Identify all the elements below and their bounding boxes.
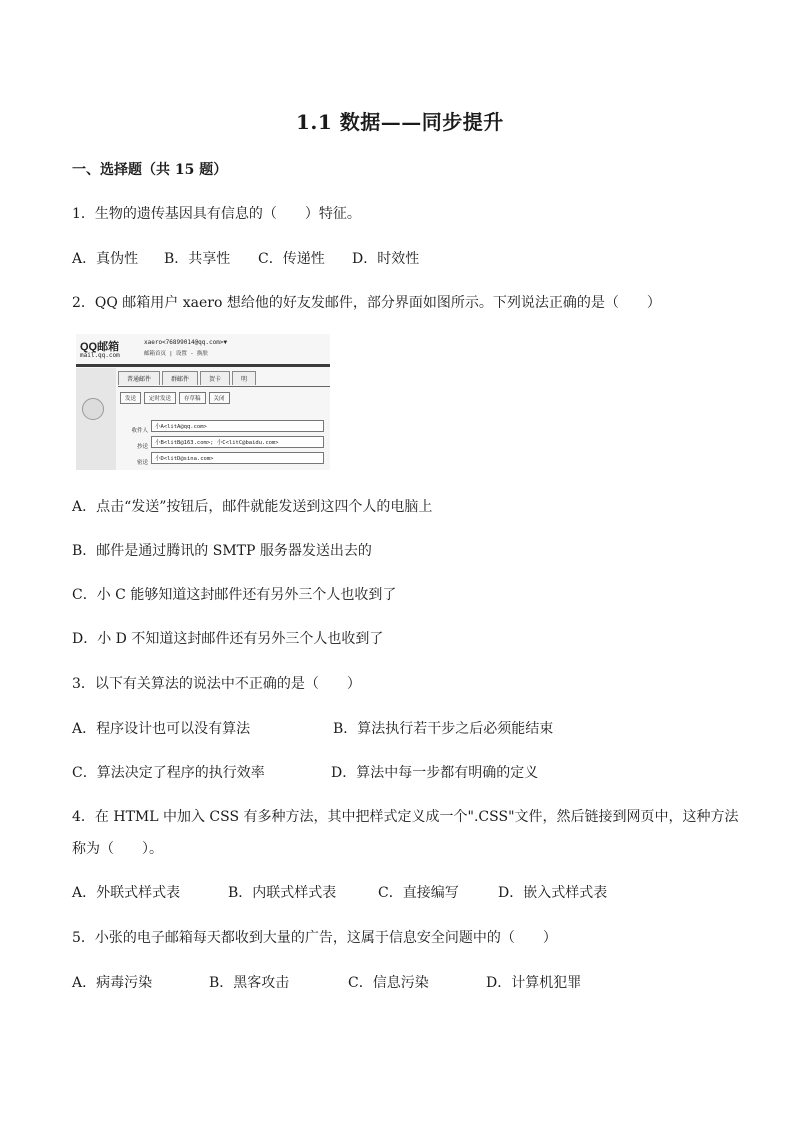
question-2-option-a: A．点击“发送”按钮后，邮件就能发送到这四个人的电脑上 — [72, 499, 433, 515]
bcc-row — [118, 452, 324, 466]
close-button: 关闭 — [209, 392, 230, 404]
question-5-option-d: D．计算机犯罪 — [486, 975, 582, 991]
tab-divider — [118, 386, 330, 387]
top-bar — [76, 364, 330, 367]
page-title: 1.1 数据——同步提升 — [296, 110, 504, 134]
question-4-option-c: C．直接编写 — [378, 885, 459, 901]
question-3-stem: 3．以下有关算法的说法中不正确的是（ ） — [72, 676, 361, 692]
question-2-option-d: D．小 D 不知道这封邮件还有另外三个人也收到了 — [72, 631, 384, 647]
question-1-option-d: D．时效性 — [352, 251, 420, 267]
schedule-send-button: 定时发送 — [144, 392, 176, 404]
decorative-graphic — [82, 398, 104, 420]
account-links: 邮箱首页 | 设置 - 换肤 — [144, 351, 208, 357]
cc-row — [118, 436, 324, 450]
send-button: 发送 — [120, 392, 141, 404]
question-3-option-c: C．算法决定了程序的执行效率 — [72, 765, 265, 781]
question-2-stem: 2．QQ 邮箱用户 xaero 想给他的好友发邮件，部分界面如图所示。下列说法正确的是（ ） — [72, 295, 661, 311]
recipient-field: 小A<litA@qq.com> — [151, 420, 324, 432]
question-1-option-a: A．真伪性 — [72, 251, 139, 267]
question-5-stem: 5．小张的电子邮箱每天都收到大量的广告，这属于信息安全问题中的（ ） — [72, 930, 557, 946]
tab-card: 贺卡 — [200, 371, 230, 385]
account-label: xaero<76899014@qq.com>▼ — [144, 339, 228, 346]
qq-mail-domain: mail.qq.com — [80, 352, 120, 359]
tab-group-mail: 群邮件 — [162, 371, 198, 385]
question-4-option-d: D．嵌入式样式表 — [498, 885, 608, 901]
question-1-option-c: C．传递性 — [258, 251, 325, 267]
question-5-option-b: B．黑客攻击 — [209, 975, 290, 991]
question-2-option-b: B．邮件是通过腾讯的 SMTP 服务器发送出去的 — [72, 543, 372, 559]
question-3-option-d: D．算法中每一步都有明确的定义 — [331, 765, 539, 781]
save-draft-button: 存草稿 — [179, 392, 206, 404]
question-5-option-a: A．病毒污染 — [72, 975, 153, 991]
question-4-stem-line-2: 称为（ ）。 — [72, 841, 163, 857]
recipient-row — [118, 420, 324, 434]
section-heading: 一、选择题（共 15 题） — [72, 162, 228, 178]
question-3-option-b: B．算法执行若干步之后必须能结束 — [333, 721, 554, 737]
question-3-option-a: A．程序设计也可以没有算法 — [72, 721, 251, 737]
cc-label: 抄送 — [136, 444, 148, 450]
recipient-label: 收件人 — [131, 428, 148, 434]
question-4-option-b: B．内联式样式表 — [228, 885, 337, 901]
question-5-option-c: C．信息污染 — [348, 975, 429, 991]
question-4-option-a: A．外联式样式表 — [72, 885, 181, 901]
question-4-stem-line-1: 4．在 HTML 中加入 CSS 有多种方法，其中把样式定义成一个".CSS"文件，然后链接到网页中，这种方法 — [72, 809, 739, 825]
qq-mail-logo: QQ邮箱 — [80, 341, 120, 353]
bcc-field: 小D<litD@sina.com> — [151, 452, 324, 464]
qq-mail-screenshot — [76, 334, 330, 470]
question-1-option-b: B．共享性 — [164, 251, 231, 267]
mail-toolbar — [120, 392, 230, 404]
mail-tabs — [118, 371, 256, 385]
tab-postcard: 明 — [232, 371, 256, 385]
question-2-option-c: C．小 C 能够知道这封邮件还有另外三个人也收到了 — [72, 587, 397, 603]
bcc-label: 密送 — [136, 460, 148, 466]
question-1-stem: 1．生物的遗传基因具有信息的（ ）特征。 — [72, 206, 361, 222]
cc-field: 小B<litB@163.com>; 小C<litC@baidu.com> — [151, 436, 324, 448]
tab-normal-mail: 普通邮件 — [118, 371, 160, 385]
